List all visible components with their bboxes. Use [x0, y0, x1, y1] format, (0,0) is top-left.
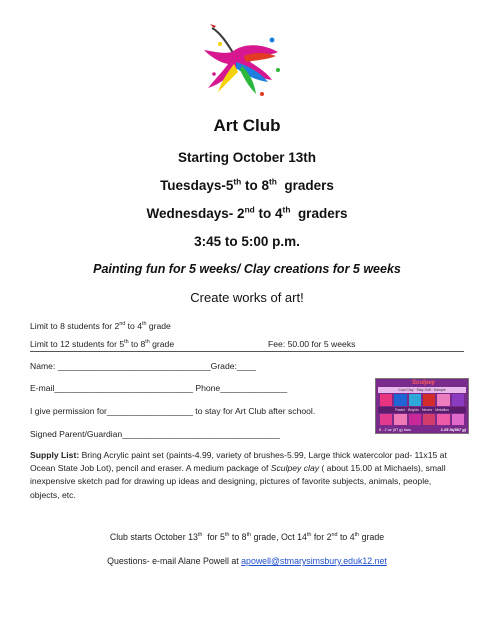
wednesdays-line: Wednesdays- 2nd to 4th graders [146, 204, 348, 221]
limit-line-2: Limit to 12 students for 5th to 8th grade [30, 339, 175, 349]
package-bottom-left: 8 - 2 oz (57 g) bars [379, 428, 412, 432]
clay-bar [409, 394, 421, 406]
flyer-title: Art Club [213, 116, 281, 135]
clay-bar [394, 414, 406, 425]
signature-field[interactable]: Signed Parent/Guardian_________________________________ [30, 429, 280, 439]
clay-bar [452, 414, 464, 425]
supply-line-2: Ocean State Job Lot), pencil and eraser. A medium package of Sculpey clay ( about 15.00 at Michaels), small [30, 463, 446, 474]
supply-line-3: inexpensive sketch pad for drawing up ideas and designing, pictures of favorite subjects, animals, people, [30, 476, 432, 487]
clay-bar [437, 414, 449, 425]
name-grade-field[interactable]: Name: ________________________________Grade:____ [30, 361, 257, 371]
supply-label: Supply List: [30, 450, 80, 460]
clay-bar [437, 394, 449, 406]
package-bottom-right: 1.25 lb(567 g) [440, 427, 466, 432]
fee-text: Fee: 50.00 for 5 weeks [268, 339, 356, 349]
questions-line: Questions- e-mail Alane Powell at apowell@stmarysimsbury.eduk12.net [107, 556, 387, 566]
create-line: Create works of art! [190, 290, 304, 305]
limit-line-1: Limit to 8 students for 2nd to 4th grade [30, 321, 171, 331]
clay-bar [394, 394, 406, 406]
time-line: 3:45 to 5:00 p.m. [194, 234, 300, 249]
clay-bar [452, 394, 464, 406]
tagline: Painting fun for 5 weeks/ Clay creations for 5 weeks [93, 262, 401, 276]
clay-bar [380, 414, 392, 425]
email-phone-field[interactable]: E-mail_____________________________ Phone______________ [30, 383, 288, 393]
clay-swatches-row-2 [380, 414, 464, 425]
supply-list [30, 449, 470, 502]
divider-line [30, 351, 464, 352]
paint-splash-logo [198, 22, 286, 102]
package-mid-labels: Pastel · Brights · Neons · Metallics [378, 407, 466, 413]
start-date: Starting October 13th [177, 150, 317, 165]
contact-email-link[interactable]: apowell@stmarysimsbury.eduk12.net [241, 556, 387, 566]
supply-line-1: Supply List: Bring Acrylic paint set (paints-4.99, variety of brushes-5.99, Large thick watercolor pad- 11x15 at [30, 450, 447, 460]
club-starts-line: Club starts October 13th for 5th to 8th grade, Oct 14th for 2nd to 4th grade [109, 532, 385, 542]
tuesdays-line: Tuesdays-5th to 8th graders [160, 176, 334, 193]
supply-line-4: objects, etc. [30, 489, 76, 500]
clay-bar [409, 414, 421, 425]
clay-bar [423, 414, 435, 425]
clay-swatches-row-1 [380, 394, 464, 406]
clay-package-image [375, 378, 469, 434]
clay-bar [380, 394, 392, 406]
permission-field[interactable]: I give permission for__________________ to stay for Art Club after school. [30, 406, 316, 416]
package-brand: Sculpey [412, 380, 436, 386]
clay-bar [423, 394, 435, 406]
package-top-labels: Cool Clay · Stay Soft · Sample [378, 387, 466, 393]
